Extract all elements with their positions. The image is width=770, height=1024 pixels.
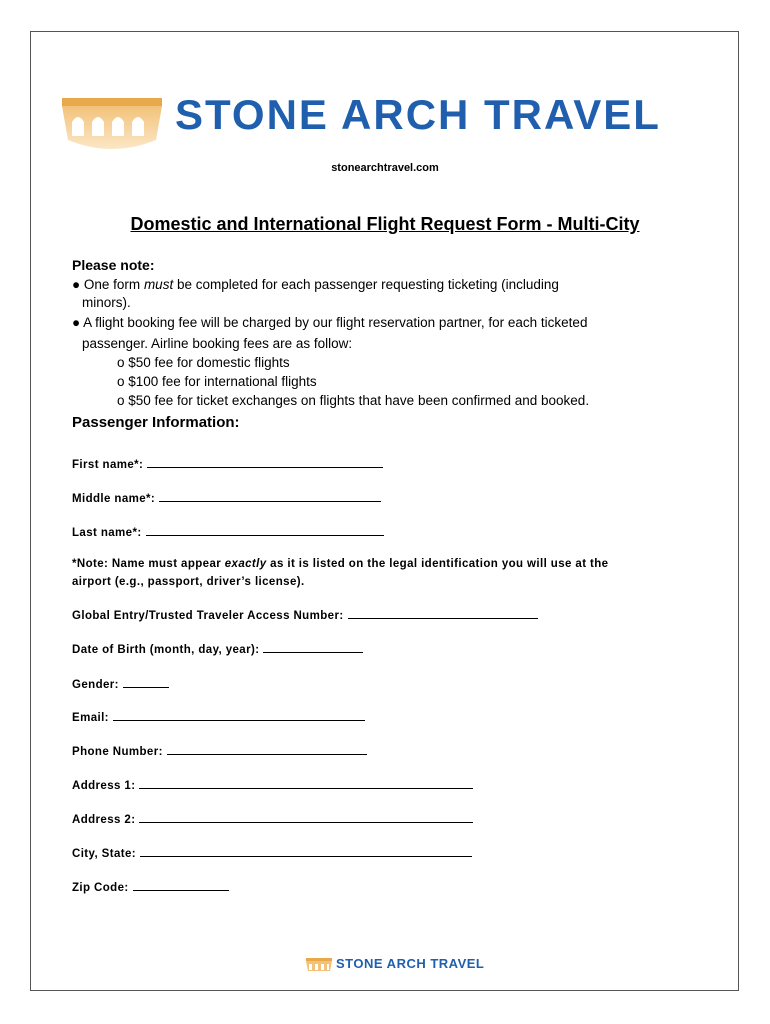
name-note-line-1 [72,555,608,573]
city-state-label: City, State: [72,848,137,860]
note-bullet-1-text-cont: be completed for each passenger requesting ticketing (including [173,277,559,292]
name-note-emphasis: exactly [224,558,267,570]
brand-name: STONE ARCH TRAVEL [175,91,661,138]
fee-item: o $100 fee for international flights [117,374,317,389]
global-entry-label: Global Entry/Trusted Traveler Access Number: [72,610,344,622]
city-state-field [72,845,472,860]
gender-label: Gender: [72,679,119,691]
last-name-input[interactable] [146,524,384,536]
email-field [72,709,365,724]
address1-field [72,777,473,792]
stone-arch-logo [62,96,162,154]
name-note [72,555,608,591]
email-input[interactable] [113,709,365,721]
note-bullet-1 [72,276,559,294]
zip-input[interactable] [133,879,229,891]
phone-input[interactable] [167,743,367,755]
website-link[interactable]: stonearchtravel.com [331,162,439,174]
name-note-text: *Note: Name must appear [72,558,225,570]
address2-input[interactable] [139,811,473,823]
address1-label: Address 1: [72,780,136,792]
fee-item: o $50 fee for domestic flights [117,355,290,370]
phone-label: Phone Number: [72,746,163,758]
global-entry-input[interactable] [348,607,538,619]
gender-input[interactable] [123,676,169,688]
address1-input[interactable] [139,777,473,789]
first-name-field [72,456,383,471]
footer-brand: STONE ARCH TRAVEL [336,956,485,971]
note-heading: Please note: [72,257,155,273]
form-title: Domestic and International Flight Request Form - Multi-City [130,214,640,234]
address2-field [72,811,473,826]
middle-name-label: Middle name*: [72,493,156,505]
footer-logo-icon [306,958,332,972]
middle-name-input[interactable] [159,490,381,502]
last-name-label: Last name*: [72,527,142,539]
email-label: Email: [72,712,109,724]
note-bullet-2: ● A flight booking fee will be charged by our flight reservation partner, for each ticketed [72,315,588,330]
zip-field [72,879,229,894]
city-state-input[interactable] [140,845,472,857]
note-bullet-1-continued: minors). [82,295,131,310]
fee-item: o $50 fee for ticket exchanges on flights that have been confirmed and booked. [117,393,590,408]
note-bullet-2-continued: passenger. Airline booking fees are as follow: [82,336,353,351]
passenger-heading: Passenger Information: [72,414,240,431]
address2-label: Address 2: [72,814,136,826]
last-name-field [72,524,384,539]
first-name-label: First name*: [72,459,144,471]
gender-field [72,676,169,691]
dob-field [72,641,363,656]
dob-label: Date of Birth (month, day, year): [72,644,260,656]
zip-label: Zip Code: [72,882,129,894]
middle-name-field [72,490,381,505]
first-name-input[interactable] [147,456,383,468]
note-bullet-1-emphasis: must [143,277,174,292]
name-note-line-2: airport (e.g., passport, driver’s license). [72,576,305,588]
dob-input[interactable] [263,641,363,653]
global-entry-field [72,607,538,622]
phone-field [72,743,367,758]
note-bullet-1-text: ● One form [72,277,144,292]
name-note-text-cont: as it is listed on the legal identification you will use at the [266,558,609,570]
